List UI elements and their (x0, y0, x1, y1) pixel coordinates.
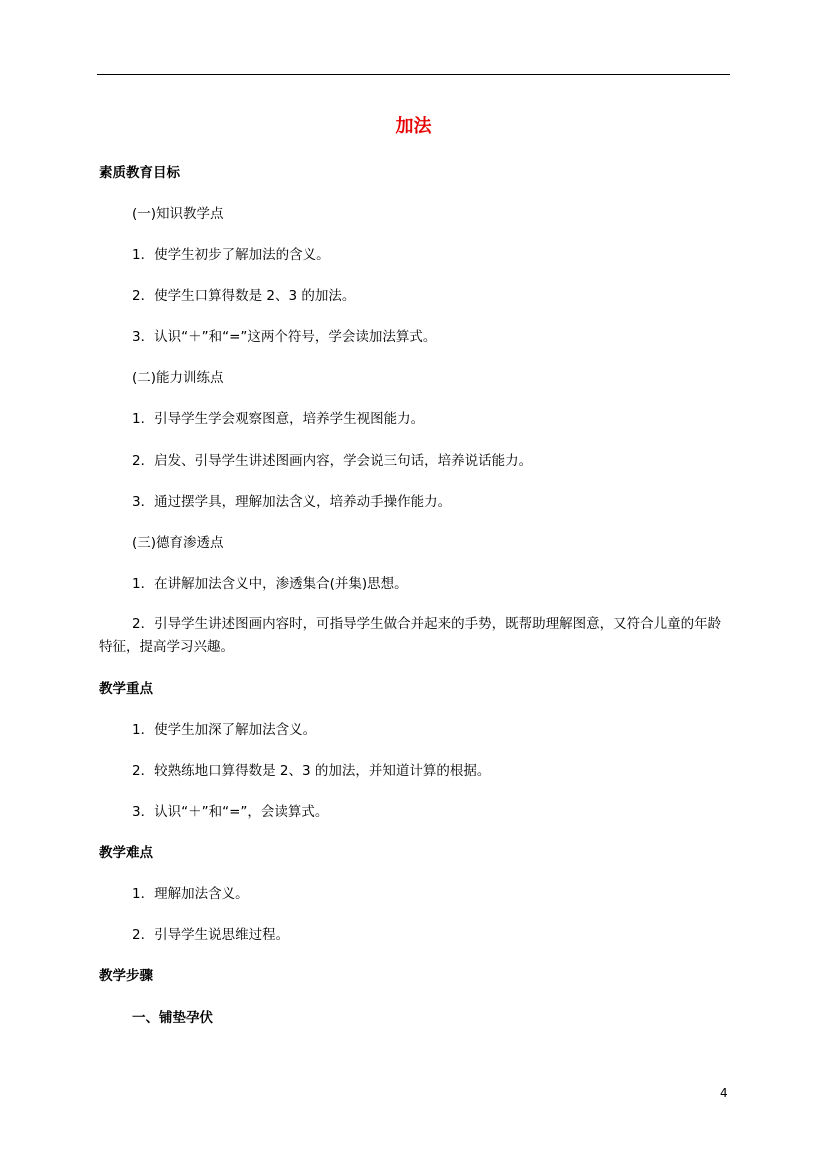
key-point-item: 1．使学生加深了解加法含义。 (132, 722, 317, 738)
ability-item: 2．启发、引导学生讲述图画内容，学会说三句话，培养说话能力。 (132, 453, 533, 469)
knowledge-item: 1．使学生初步了解加法的含义。 (132, 247, 330, 263)
moral-heading: (三)德育渗透点 (132, 535, 224, 551)
step-one-heading: 一、铺垫孕伏 (132, 1010, 213, 1026)
moral-item-paragraph: 2．引导学生讲述图画内容时，可指导学生做合并起来的手势，既帮助理解图意，又符合儿童的年龄特征，提高学习兴趣。 (99, 616, 722, 655)
key-point-item: 3．认识“＋”和“=”，会读算式。 (132, 804, 329, 820)
key-point-item: 2．较熟练地口算得数是 2、3 的加法，并知道计算的根据。 (132, 763, 491, 779)
document-title: 加法 (395, 116, 432, 137)
difficulty-item: 1．理解加法含义。 (132, 886, 249, 902)
knowledge-item: 2．使学生口算得数是 2、3 的加法。 (132, 288, 356, 304)
steps-heading: 教学步骤 (99, 968, 153, 984)
difficulty-item: 2．引导学生说思维过程。 (132, 927, 290, 943)
page-number: 4 (720, 1086, 728, 1100)
knowledge-item: 3．认识“＋”和“=”这两个符号，学会读加法算式。 (132, 329, 437, 345)
ability-heading: (二)能力训练点 (132, 370, 224, 386)
knowledge-heading: (一)知识教学点 (132, 206, 224, 222)
goals-heading: 素质教育目标 (99, 165, 180, 181)
ability-item: 1．引导学生学会观察图意，培养学生视图能力。 (132, 411, 425, 427)
ability-item: 3．通过摆学具，理解加法含义，培养动手操作能力。 (132, 494, 452, 510)
key-points-heading: 教学重点 (99, 681, 153, 697)
moral-item: 1．在讲解加法含义中，渗透集合(并集)思想。 (132, 576, 408, 592)
difficulty-heading: 教学难点 (99, 845, 153, 861)
header-rule (97, 74, 730, 75)
